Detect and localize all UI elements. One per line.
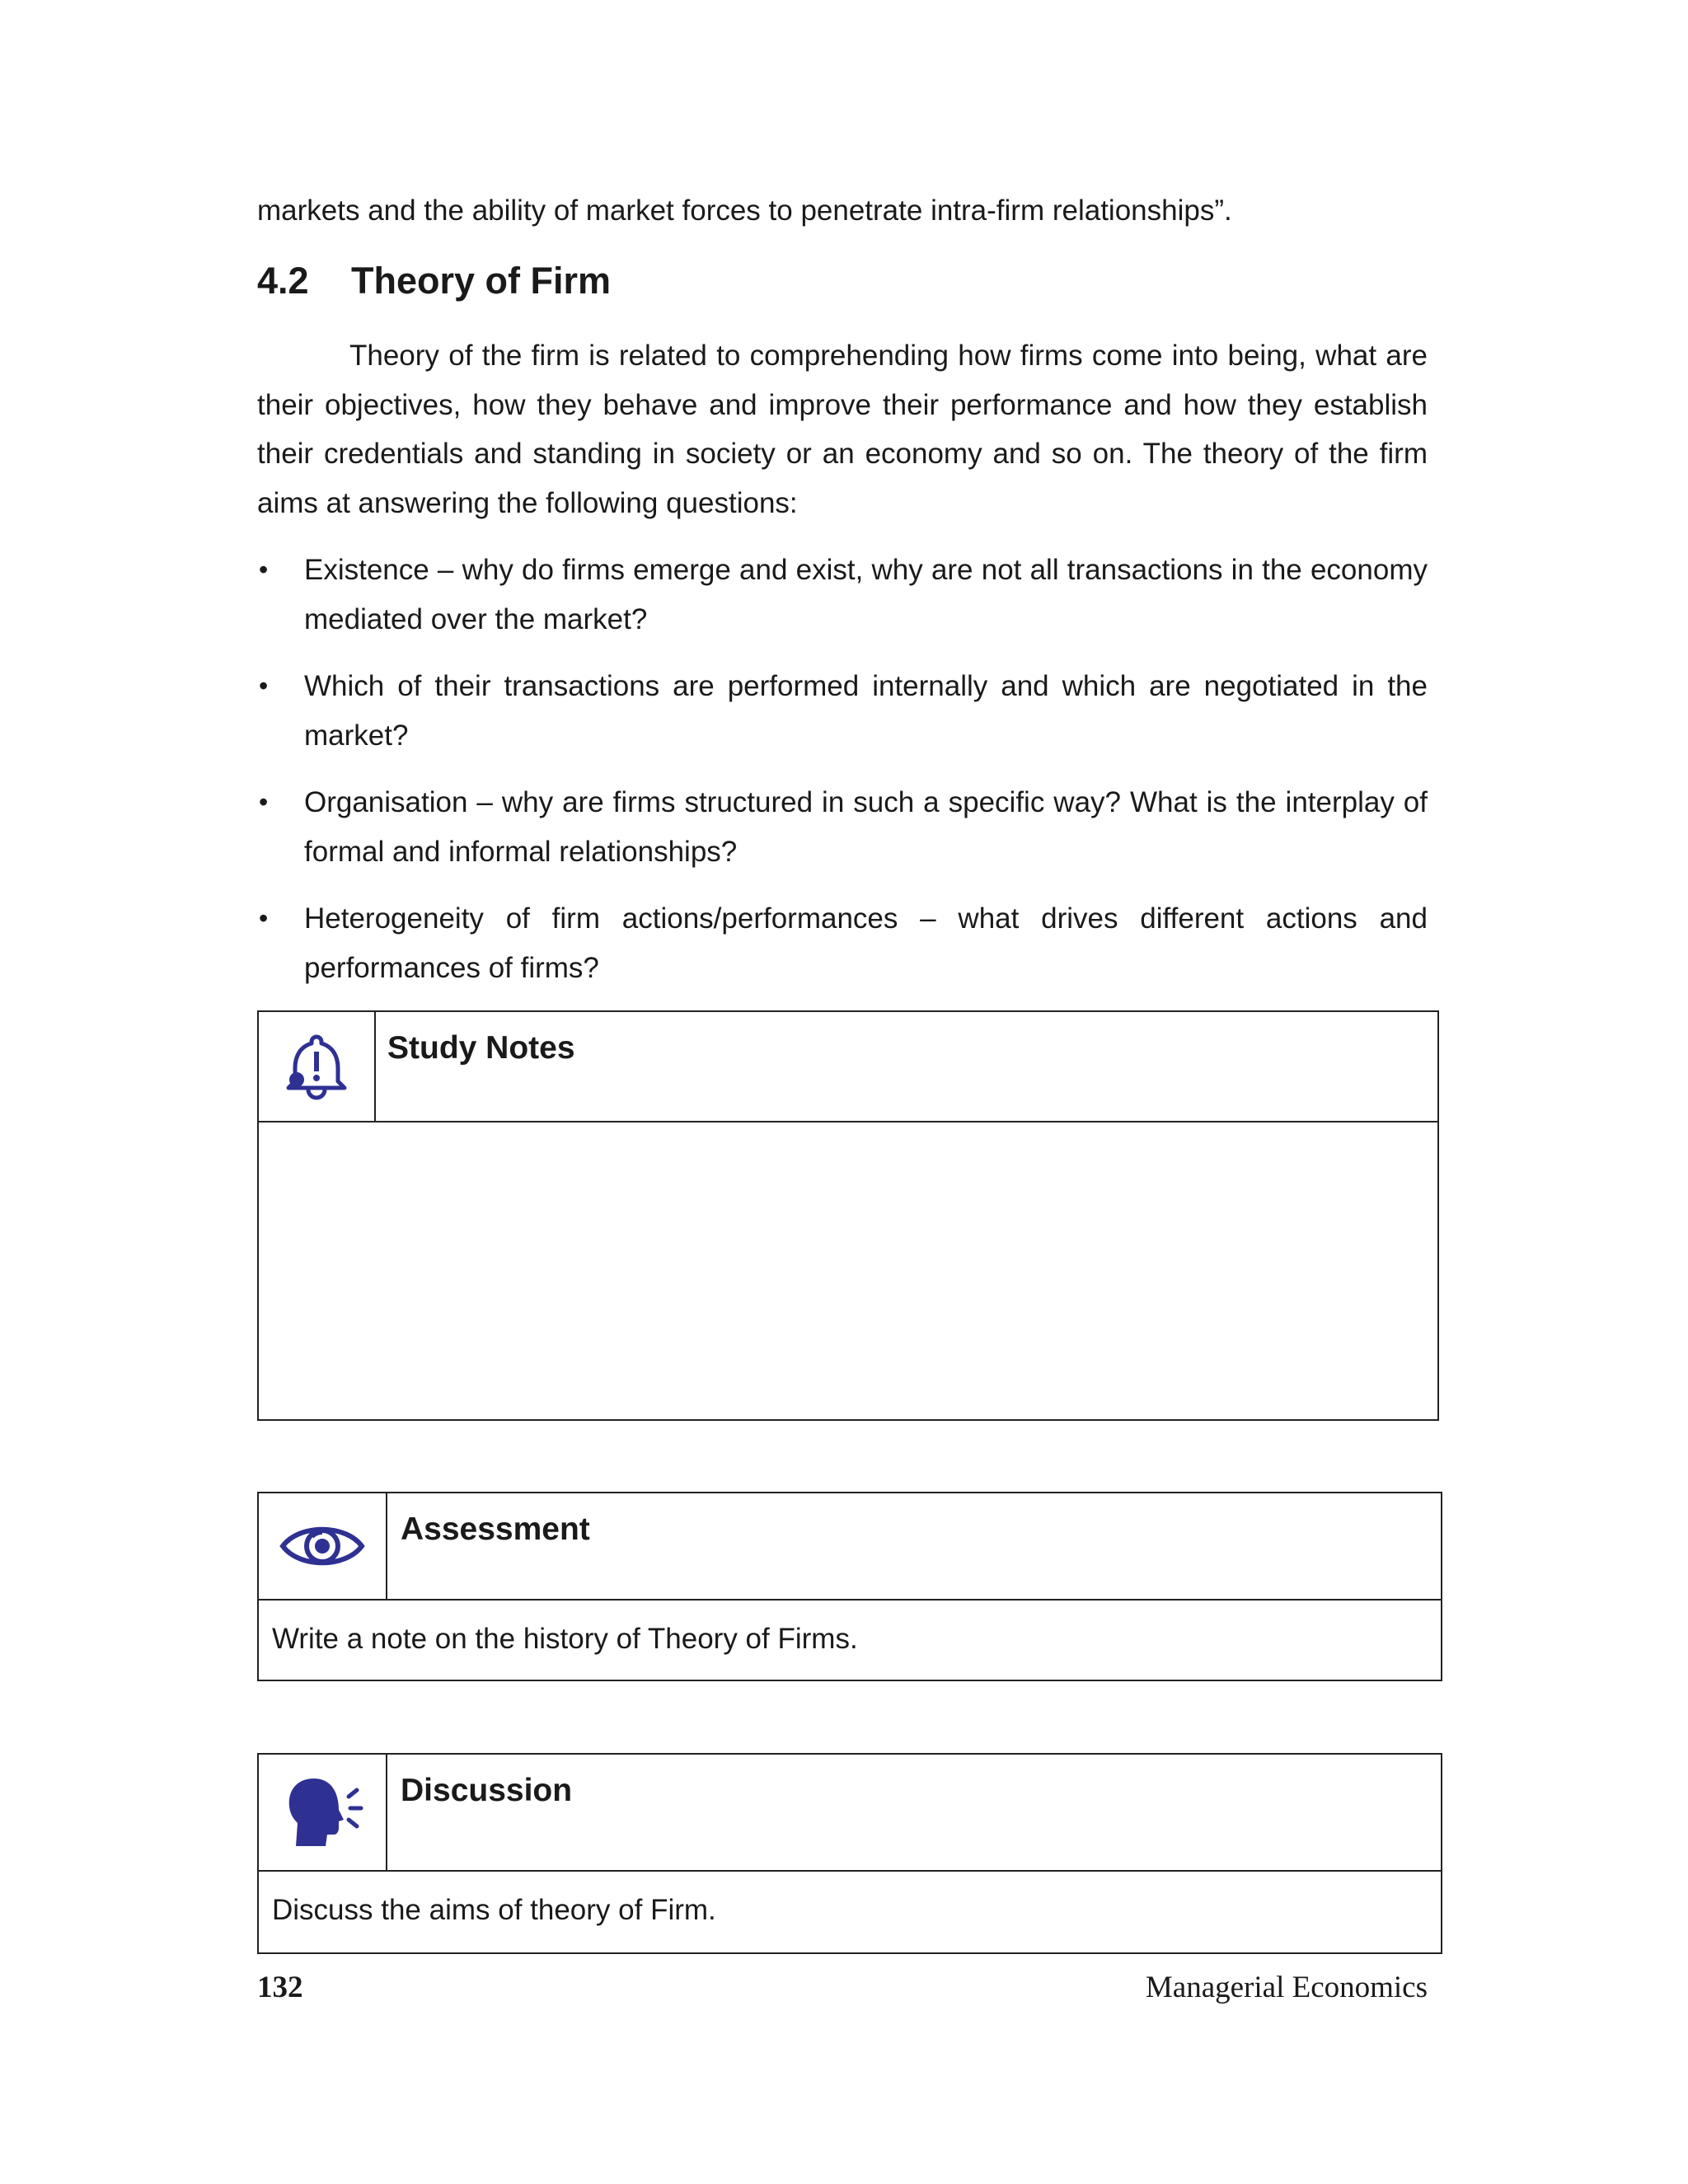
study-notes-header — [259, 1012, 1437, 1122]
list-item: • Existence – why do firms emerge and exist, why are not all transactions in the economy mediated over the market? — [257, 546, 1428, 644]
assessment-title: Assessment — [401, 1511, 590, 1547]
discussion-box — [257, 1753, 1442, 1954]
intro-paragraph: Theory of the firm is related to comprehending how firms come into being, what are their objectives, how they behave and improve their performance and how they establish their credentials and standing in society or an economy and so on. The theory of the firm aims at answering the following questions: — [257, 340, 1428, 519]
bullet-icon: • — [259, 787, 269, 817]
list-item: • Organisation – why are firms structured in such a specific way? What is the interplay of formal and informal relationships? — [257, 778, 1428, 876]
assessment-header — [259, 1493, 1441, 1601]
discussion-body: Discuss the aims of theory of Firm. — [272, 1894, 716, 1926]
discussion-header — [259, 1755, 1441, 1872]
study-notes-box — [257, 1010, 1439, 1421]
section-number: 4.2 — [257, 260, 309, 302]
bell-alert-icon — [280, 1030, 353, 1103]
section-heading — [257, 254, 611, 308]
study-notes-title: Study Notes — [387, 1030, 575, 1066]
list-item: • Heterogeneity of firm actions/performances – what drives different actions and performances of firms? — [257, 894, 1428, 992]
book-title: Managerial Economics — [1145, 1971, 1428, 2004]
lead-paragraph-line: markets and the ability of market forces to penetrate intra-firm relationships”. — [257, 194, 1232, 227]
bullet-icon: • — [259, 555, 269, 584]
section-title: Theory of Firm — [351, 260, 612, 302]
list-item: • Which of their transactions are performed internally and which are negotiated in the market? — [257, 662, 1428, 760]
discussion-icon-cell — [259, 1755, 387, 1870]
bullet-icon: • — [259, 903, 269, 933]
bullet-icon: • — [259, 671, 269, 701]
speaking-head-icon — [281, 1775, 363, 1849]
study-notes-icon-cell — [259, 1012, 376, 1121]
page-number: 132 — [257, 1971, 303, 2004]
assessment-icon-cell — [259, 1493, 387, 1599]
discussion-title: Discussion — [401, 1773, 573, 1808]
eye-icon — [279, 1519, 365, 1573]
question-list — [257, 546, 1428, 1010]
assessment-body: Write a note on the history of Theory of Firms. — [272, 1623, 858, 1655]
assessment-box — [257, 1492, 1442, 1681]
